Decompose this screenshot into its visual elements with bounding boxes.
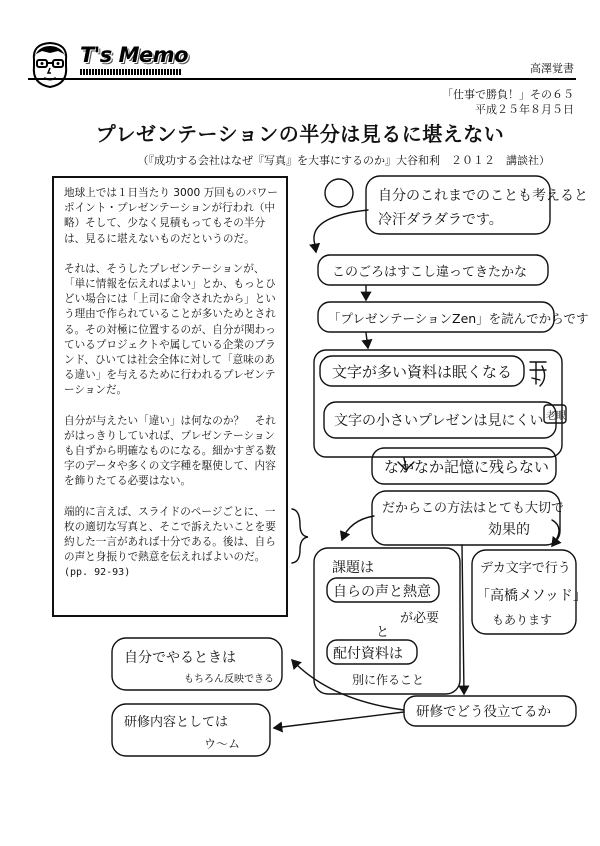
quote-paragraph-3: 自分が与えたい「違い」は何なのか？ それがはっきりしていれば、プレゼンテーションも自ずから明確なものになる。細かすぎる数字のデータや多くの文字種を駆使して、内容を飾りたてる必要はない。 [64,414,276,488]
note-1-line-1: 自分のこれまでのことも考えると [378,188,588,204]
arrow-9 [274,712,404,728]
note-8-line-5: 配付資料は [333,646,403,662]
quote-paragraph-1: 地球上では１日当たり 3000 万回ものパワーポイント・プレゼンテーションが行われ（中略）そして、少なく見積もってもその半分は、見るに堪えないものだというのだ。 [64,187,278,245]
smiley-face-icon [325,179,353,207]
note-11-line-2: もちろん反映できる [184,674,274,685]
note-12-line-2: ウ〜ム [204,737,241,751]
note-5-badge: 老眼 [546,411,566,422]
note-box-12 [112,704,270,756]
page-title: プレゼンテーションの半分は見るに堪えない [95,122,505,146]
source-citation: （『成功する会社はなぜ『写真』を大事にするのか』大谷和利 ２０１２ 講談社） [137,154,550,167]
arrow-6 [552,520,559,546]
note-10: 研修でどう役立てるか [416,704,551,720]
logo-text: T's Memo [80,43,189,67]
author-label: 高澤覚書 [530,62,574,75]
note-2: このごろはすこし違ってきたかな [332,265,528,280]
quote-bracket [292,509,308,563]
quote-paragraph-4: 端的に言えば、スライドのページごとに、一枚の適切な写真と、そこで訴えたいことを要約した一言があれば十分である。後は、自らの声と身振りで熱意を伝えればよいのだ。 [64,505,276,564]
note-8-line-1: 課題は [332,560,374,576]
note-7-line-1: だからこの方法はとても大切で [382,501,565,516]
note-11-line-1: 自分でやるときは [124,650,236,666]
arrow-1 [314,210,368,252]
note-8-line-6: 別に作ること [352,673,425,687]
note-8-line-3: が必要 [400,611,440,626]
note-8-line-4: と [376,625,390,640]
quote-paragraph-2: それは、そうしたプレゼンテーションが、「単に情報を伝えればよい」とか、もっとひどい場合には「上司に命令されたから」という理由で作られていることが多いためとされる。その対極に位置するのが、自分が関わっているプロジェクトや属している企業のブランド、ひいては社会全体に対して「意味のある違い」を与えるために行われるプレゼンテーションだ。 [64,262,276,397]
sleepy-scribble-icon [530,362,546,386]
series-label: 「仕事で勝負！」その６５ [442,88,574,101]
note-7-line-2: 効果的 [488,522,530,538]
note-4: 文字が多い資料は眠くなる [332,363,513,381]
note-5: 文字の小さいプレゼンは見にくい [334,413,544,429]
date-label: 平成２５年８月５日 [475,103,574,116]
page-reference: (pp. 92-93) [64,567,131,579]
note-9-line-2: 「高橋メソッド」 [476,588,587,604]
arrow-5 [342,516,374,540]
note-9-line-3: もあります [492,613,553,627]
note-6: なかなか記憶に残らない [384,458,550,476]
arrow-7 [462,545,464,694]
note-12-line-1: 研修内容としては [124,715,229,730]
arrow-3 [366,333,368,348]
note-8-line-2: 自らの声と熱意 [333,584,431,600]
note-3: 「プレゼンテーションZen」を読んでからです [328,311,589,326]
note-1-line-2: 冷汗ダラダラです。 [378,212,503,228]
note-box-7 [372,491,560,545]
note-9-line-1: デカ文字で行う [480,561,571,576]
